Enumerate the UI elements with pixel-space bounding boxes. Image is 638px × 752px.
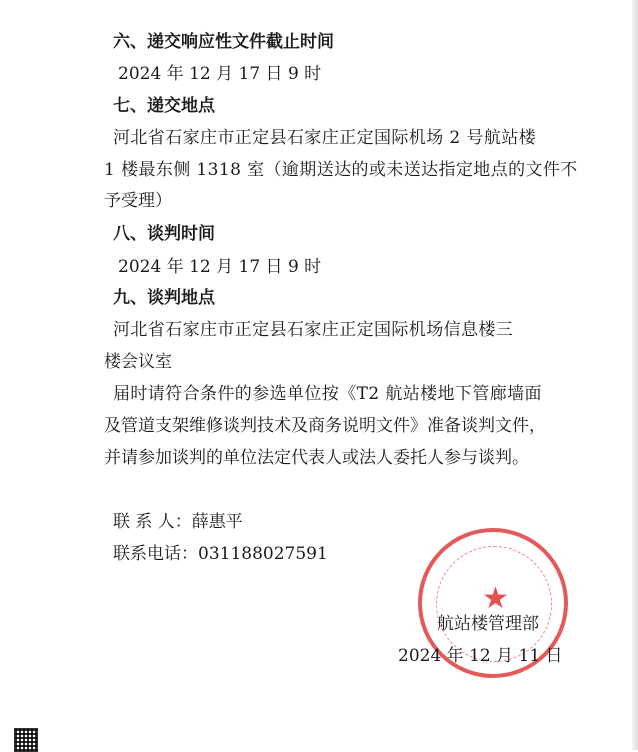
contact-phone: 联系电话：031188027591 [113, 544, 328, 564]
signature-date: 2024 年 12 月 11 日 [398, 646, 563, 666]
qr-code-icon [14, 728, 38, 752]
section-seven-line2: 1 楼最东侧 1318 室（逾期送达的或未送达指定地点的文件不 [104, 160, 578, 180]
section-seven-line3: 予受理） [104, 191, 172, 211]
notice-line2: 及管道支架维修谈判技术及商务说明文件》准备谈判文件， [104, 416, 546, 436]
section-six-value: 2024 年 12 月 17 日 9 时 [118, 64, 322, 84]
section-eight-title: 八、谈判时间 [113, 224, 215, 244]
section-nine-title: 九、谈判地点 [113, 288, 215, 308]
section-six-title: 六、递交响应性文件截止时间 [113, 32, 334, 52]
section-seven-title: 七、递交地点 [113, 96, 215, 116]
section-seven-line1: 河北省石家庄市正定县石家庄正定国际机场 2 号航站楼 [113, 128, 537, 148]
section-nine-line2: 楼会议室 [104, 352, 172, 372]
stamp-star-icon: ★ [482, 581, 509, 616]
section-nine-line1: 河北省石家庄市正定县石家庄正定国际机场信息楼三 [113, 320, 514, 340]
notice-line3: 并请参加谈判的单位法定代表人或法人委托人参与谈判。 [104, 448, 529, 468]
page-edge-shadow [632, 0, 638, 750]
signature-org: 航站楼管理部 [437, 614, 539, 634]
contact-person: 联 系 人：薛惠平 [113, 512, 243, 532]
section-eight-value: 2024 年 12 月 17 日 9 时 [118, 257, 322, 277]
notice-line1: 届时请符合条件的参选单位按《T2 航站楼地下管廊墙面 [113, 384, 542, 404]
